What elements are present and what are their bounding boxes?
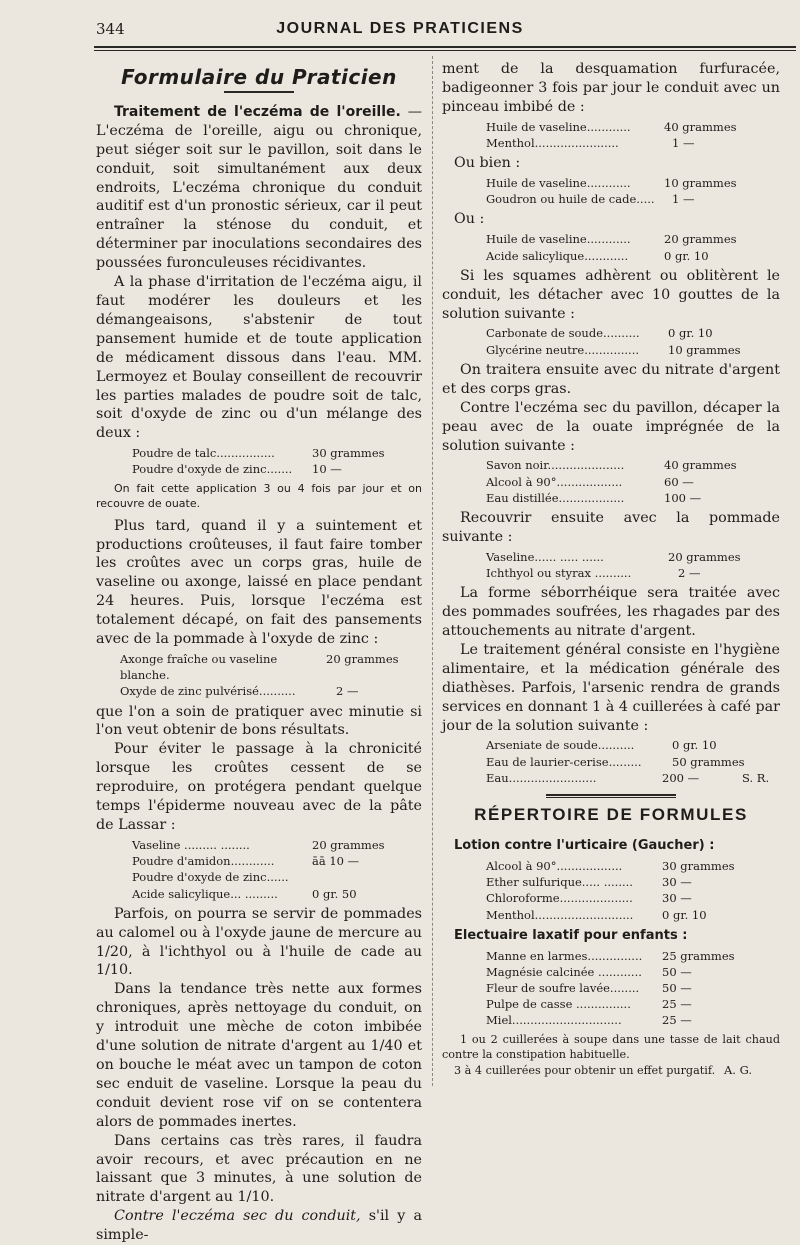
recipe	[486, 737, 780, 786]
paragraph: Si les squames adhèrent ou oblitèrent le conduit, les détacher avec 10 gouttes de la solution suivante :	[442, 267, 780, 322]
ingredient: Carbonate de soude..........	[486, 326, 640, 341]
quantity: 1 —	[672, 192, 695, 207]
recipe-row	[486, 175, 780, 191]
ingredient: Pulpe de casse ...............	[486, 997, 631, 1012]
paragraph: Dans certains cas très rares, il faudra avoir recours, et avec précaution en ne laissant que 3 minutes, à une solution de nitrate d'argent au 1/10.	[96, 1132, 422, 1206]
paragraph: Le traitement général consiste en l'hygiène alimentaire, et la médication générale des diathèses. Parfois, l'arsenic rendra de grands services en donnant 1 à 4 cuillerées à café par jour de la solution suivante :	[442, 641, 780, 734]
header-rule	[94, 46, 796, 48]
recipe-row	[120, 651, 422, 683]
quantity: 25 —	[662, 997, 692, 1012]
section-rule	[546, 794, 676, 796]
recipe	[486, 325, 780, 357]
quantity: 0 gr. 50	[312, 886, 357, 901]
page-number: 344	[96, 20, 125, 38]
recipe-row	[486, 325, 780, 341]
repertoire-title: RÉPERTOIRE DE FORMULES	[474, 805, 748, 825]
section-rule-thin	[546, 797, 676, 798]
right-column	[442, 60, 780, 1078]
quantity: 2 —	[678, 566, 701, 581]
column-divider	[432, 56, 433, 1086]
recipe-row	[486, 907, 780, 923]
page-header	[0, 0, 800, 46]
ingredient: Axonge fraîche ou vaseline blanche.	[120, 651, 278, 683]
quantity: 20 grammes	[312, 837, 385, 852]
ingredient: Glycérine neutre...............	[486, 342, 640, 357]
recipe-row	[120, 683, 422, 699]
ingredient: Chloroforme....................	[486, 891, 633, 906]
ingredient: Vaseline...... ..... ......	[486, 549, 604, 564]
ingredient: Ether sulfurique..... ........	[486, 875, 633, 890]
recipe-row	[486, 457, 780, 473]
recipe	[132, 837, 422, 902]
recipe-row	[132, 461, 422, 477]
quantity: 0 gr. 10	[664, 248, 709, 263]
recipe-row	[132, 869, 422, 885]
recipe-row	[486, 996, 780, 1012]
quantity: 0 gr. 10	[662, 907, 707, 922]
recipe-row	[132, 886, 422, 902]
ingredient: Huile de vaseline............	[486, 232, 631, 247]
quantity: 10 —	[312, 462, 342, 477]
paragraph: Contre l'eczéma sec du pavillon, décaper la peau avec de la ouate imprégnée de la solution suivante :	[442, 399, 780, 454]
ingredient: Eau........................	[486, 770, 597, 785]
ingredient: Arseniate de soude..........	[486, 738, 635, 753]
quantity: 30 grammes	[662, 858, 735, 873]
ingredient: Menthol...........................	[486, 907, 634, 922]
recipe-row	[486, 191, 780, 207]
quantity: 0 gr. 10	[668, 326, 713, 341]
recipe-row	[486, 754, 780, 770]
paragraph: Dans la tendance très nette aux formes chroniques, après nettoyage du conduit, on y introduit une mèche de coton imbibée d'une solution de nitrate d'argent au 1/40 et on bouche le méat avec un tampon de coton sec enduit de vaseline. Lorsque la peau du conduit devient rose vif on se contentera alors de pommades inertes.	[96, 981, 422, 1130]
paragraph: que l'on a soin de pratiquer avec minutie si l'on veut obtenir de bons résultats.	[96, 703, 422, 739]
quantity: 40 grammes	[664, 458, 737, 473]
ingredient: Poudre de talc................	[132, 446, 275, 461]
ingredient: Goudron ou huile de cade.....	[486, 192, 655, 207]
recipe-row	[486, 980, 780, 996]
ingredient: Miel..............................	[486, 1013, 622, 1028]
ingredient: Savon noir.....................	[486, 458, 625, 473]
ingredient: Poudre d'oxyde de zinc......	[132, 870, 289, 885]
formula-heading: Electuaire laxatif pour enfants :	[454, 927, 688, 943]
header-rule-thin	[94, 50, 796, 51]
recipe-row	[132, 445, 422, 461]
recipe	[486, 175, 780, 207]
alternative-label: Ou bien :	[454, 155, 521, 172]
recipe-row	[486, 135, 780, 151]
quantity: 40 grammes	[664, 119, 737, 134]
quantity: 20 grammes	[668, 549, 741, 564]
alternative-label: Ou :	[454, 211, 485, 228]
quantity: 30 —	[662, 891, 692, 906]
signature: S. R.	[742, 770, 770, 785]
article-subhead: Traitement de l'eczéma de l'oreille.	[114, 103, 401, 120]
quantity: 25 —	[662, 1013, 692, 1028]
quantity: 10 grammes	[668, 342, 741, 357]
recipe-row	[486, 342, 780, 358]
quantity: 50 grammes	[672, 754, 745, 769]
recipe	[486, 858, 780, 923]
title-rule	[224, 91, 294, 93]
paragraph: A la phase d'irritation de l'eczéma aigu, il faut modérer les douleurs et les démangeaisons, s'abstenir de tout pansement humide et de toute application de médicament dissous dans l'eau. MM. Lermoyez et Boulay conseillent de recouvrir les parties malades de poudre soit de talc, soit d'oxyde de zinc ou d'un mélange des deux :	[96, 274, 422, 442]
recipe-row	[486, 770, 780, 786]
recipe	[120, 651, 422, 700]
paragraph: On traitera ensuite avec du nitrate d'argent et des corps gras.	[442, 361, 780, 397]
ingredient: Alcool à 90°..................	[486, 474, 623, 489]
running-head: JOURNAL DES PRATICIENS	[276, 20, 524, 37]
section-title: Formulaire du Praticien	[121, 65, 397, 89]
recipe-row	[486, 490, 780, 506]
recipe-row	[132, 853, 422, 869]
paragraph: Parfois, on pourra se servir de pommades au calomel ou à l'oxyde jaune de mercure au 1/20, à l'ichthyol ou à l'huile de cade au 1/10.	[96, 905, 422, 979]
ingredient: Menthol.......................	[486, 135, 619, 150]
ingredient: Magnésie calcinée ............	[486, 964, 642, 979]
formula-heading: Lotion contre l'urticaire (Gaucher) :	[454, 838, 715, 853]
quantity: 25 grammes	[662, 948, 735, 963]
ingredient: Eau de laurier-cerise.........	[486, 754, 642, 769]
quantity: āā 10 —	[312, 854, 360, 869]
recipe	[486, 457, 780, 506]
recipe	[486, 948, 780, 1029]
quantity: 100 —	[664, 490, 702, 505]
ingredient: Huile de vaseline............	[486, 119, 631, 134]
paragraph: La forme séborrhéique sera traitée avec des pommades soufrées, les rhagades par des attouchements au nitrate d'argent.	[442, 585, 780, 640]
ingredient: Acide salicylique............	[486, 248, 629, 263]
signature: A. G.	[724, 1062, 753, 1077]
paragraph: Plus tard, quand il y a suintement et productions croûteuses, il faut faire tomber les croûtes avec un corps gras, huile de vaseline ou axonge, laissé en place pendant 24 heures. Puis, lorsque l'eczéma est totalement décapé, on fait des pansements avec de la pommade à l'oxyde de zinc :	[96, 517, 422, 648]
paragraph: Pour éviter le passage à la chronicité lorsque les croûtes cessent de se reproduire, on protégera pendant quelque temps l'épiderme nouveau avec de la pâte de Lassar :	[96, 741, 422, 834]
quantity: 50 —	[662, 964, 692, 979]
quantity: 200 —	[662, 770, 700, 785]
paragraph-text: — L'eczéma de l'oreille, aigu ou chronique, peut siéger soit sur le pavillon, soit dans le conduit, soit simultanément aux deux endroits, L'eczéma chronique du conduit auditif est d'un pronostic sérieux, car il peut entraîner la sténose du conduit, et déterminer par inoculations secondaires des poussées furonculeuses récidivantes.	[96, 103, 423, 272]
paragraph-text: s'il y a simple-	[96, 1208, 422, 1244]
recipe-row	[486, 549, 780, 565]
recipe-row	[486, 874, 780, 890]
recipe-row	[486, 474, 780, 490]
ingredient: Acide salicylique... .........	[132, 886, 278, 901]
recipe-row	[486, 248, 780, 264]
italic-lead: Contre l'eczéma sec du conduit,	[114, 1208, 361, 1225]
ingredient: Eau distillée..................	[486, 490, 625, 505]
quantity: 30 —	[662, 875, 692, 890]
paragraph	[96, 103, 422, 273]
paragraph: ment de la desquamation furfuracée, badigeonner 3 fois par jour le conduit avec un pinceau imbibé de :	[442, 61, 780, 115]
quantity: 0 gr. 10	[672, 738, 717, 753]
ingredient: Huile de vaseline............	[486, 176, 631, 191]
ingredient: Manne en larmes...............	[486, 948, 643, 963]
recipe	[486, 549, 780, 581]
quantity: 20 grammes	[326, 651, 399, 666]
ingredient: Vaseline ......... ........	[132, 837, 250, 852]
ingredient: Poudre d'oxyde de zinc.......	[132, 462, 293, 477]
recipe-row	[486, 890, 780, 906]
quantity: 1 —	[672, 135, 695, 150]
usage-note: 3 à 4 cuillerées pour obtenir un effet purgatif.	[454, 1063, 716, 1077]
recipe	[486, 119, 780, 151]
recipe	[132, 445, 422, 477]
recipe-row	[486, 565, 780, 581]
recipe-row	[486, 858, 780, 874]
usage-note: 1 ou 2 cuillerées à soupe dans une tasse de lait chaud contre la constipation habituelle.	[442, 1032, 780, 1062]
ingredient: Poudre d'amidon............	[132, 854, 275, 869]
recipe	[486, 231, 780, 263]
recipe-row	[132, 837, 422, 853]
quantity: 20 grammes	[664, 232, 737, 247]
recipe-row	[486, 231, 780, 247]
quantity: 50 —	[662, 981, 692, 996]
usage-note-row	[454, 1063, 780, 1079]
ingredient: Alcool à 90°..................	[486, 858, 623, 873]
paragraph: Recouvrir ensuite avec la pommade suivante :	[442, 510, 780, 545]
paragraph	[96, 1207, 422, 1245]
ingredient: Fleur de soufre lavée........	[486, 981, 640, 996]
ingredient: Ichthyol ou styrax ..........	[486, 566, 632, 581]
recipe-row	[486, 1012, 780, 1028]
note: On fait cette application 3 ou 4 fois par jour et on recouvre de ouate.	[96, 481, 422, 510]
recipe-row	[486, 119, 780, 135]
recipe-row	[486, 737, 780, 753]
left-column	[96, 60, 422, 1245]
recipe-row	[486, 948, 780, 964]
quantity: 10 grammes	[664, 176, 737, 191]
ingredient: Oxyde de zinc pulvérisé..........	[120, 684, 296, 699]
quantity: 2 —	[336, 684, 359, 699]
quantity: 30 grammes	[312, 446, 385, 461]
recipe-row	[486, 964, 780, 980]
quantity: 60 —	[664, 474, 694, 489]
